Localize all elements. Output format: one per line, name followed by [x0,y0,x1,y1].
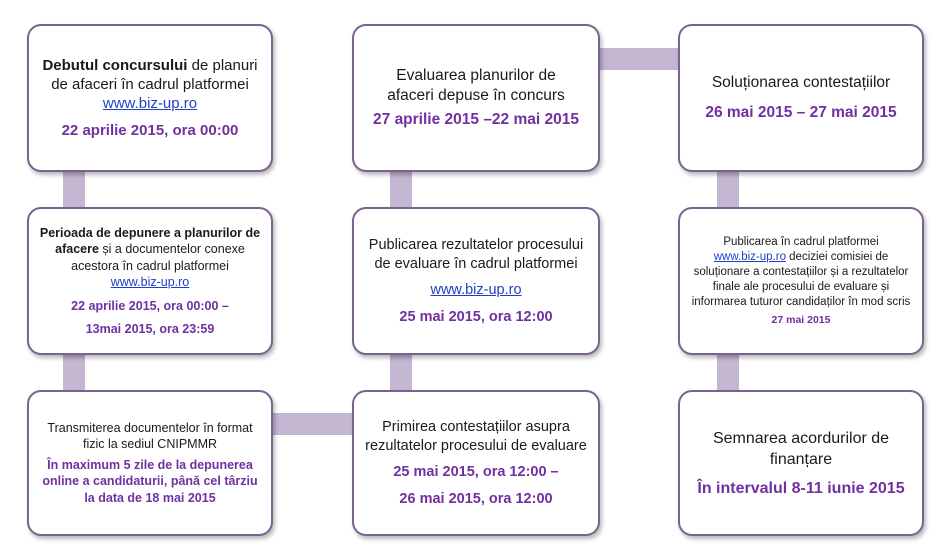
connector-b5-b4 [390,170,412,210]
submission-period-date-start: 22 aprilie 2015, ora 00:00 – [71,298,229,313]
step-submission-period [27,207,273,355]
submission-period-date-end: 13mai 2015, ora 23:59 [85,322,215,336]
step-final-results [678,207,924,355]
final-results-text-1: Publicarea în cadrul platformei [723,235,879,248]
contest-start-title: Debutul concursului [42,57,188,74]
connector-b1-b2 [63,170,85,210]
evaluation-text: Evaluarea planurilor de afaceri depuse în concurs [387,67,565,104]
submission-period-text: și a documentelor conexe acestora în cadrul platformei [71,242,245,273]
funding-agreements-text: Semnarea acordurilor de finanțare [712,429,890,468]
appeals-date-start: 25 mai 2015, ora 12:00 – [393,464,559,480]
step-appeals [352,390,600,536]
physical-documents-date: În maximum 5 zile de la depunerea online a candidaturii, până cel târziu la data de 18 mai 2015 [42,457,258,505]
final-results-link[interactable]: www.biz-up.ro [713,250,786,263]
appeals-date-end: 26 mai 2015, ora 12:00 [399,490,553,507]
final-results-date: 27 mai 2015 [771,313,831,326]
contest-start-link[interactable]: www.biz-up.ro [102,95,198,112]
step-contest-start [27,24,273,172]
step-appeal-resolution [678,24,924,172]
publish-results-text: Publicarea rezultatelor procesului de evaluare în cadrul platformei [368,237,584,272]
final-results-text-2: deciziei comisiei de soluționare a contestațiilor și a rezultatelor finale ale procesului de evaluare și informarea tuturor candidaților în mod scris [691,250,911,308]
step-evaluation [352,24,600,172]
submission-period-link[interactable]: www.biz-up.ro [110,275,190,289]
connector-b7-b8 [717,170,739,210]
connector-b6-b5 [390,352,412,392]
publish-results-date: 25 mai 2015, ora 12:00 [399,308,553,325]
contest-start-text: de planuri de afaceri în cadrul platformei [51,57,258,93]
contest-start-date: 22 aprilie 2015, ora 00:00 [61,122,239,139]
step-physical-documents [27,390,273,536]
appeals-text: Primirea contestațiilor asupra rezultatelor procesului de evaluare [365,419,587,454]
connector-b8-b9 [717,352,739,392]
step-publish-results [352,207,600,355]
appeal-resolution-text: Soluționarea contestațiilor [711,74,891,91]
connector-b4-b7 [598,48,680,70]
evaluation-date: 27 aprilie 2015 –22 mai 2015 [373,111,579,128]
appeal-resolution-date: 26 mai 2015 – 27 mai 2015 [705,104,897,121]
connector-b3-b6 [272,413,354,435]
connector-b2-b3 [63,352,85,392]
submission-period-title: Perioada de depunere a planurilor de afacere [39,225,261,256]
funding-agreements-date: În intervalul 8-11 iunie 2015 [697,479,905,497]
physical-documents-text: Transmiterea documentelor în format fizic la sediul CNIPMMR [47,420,253,452]
publish-results-link[interactable]: www.biz-up.ro [430,282,522,298]
step-funding-agreements [678,390,924,536]
